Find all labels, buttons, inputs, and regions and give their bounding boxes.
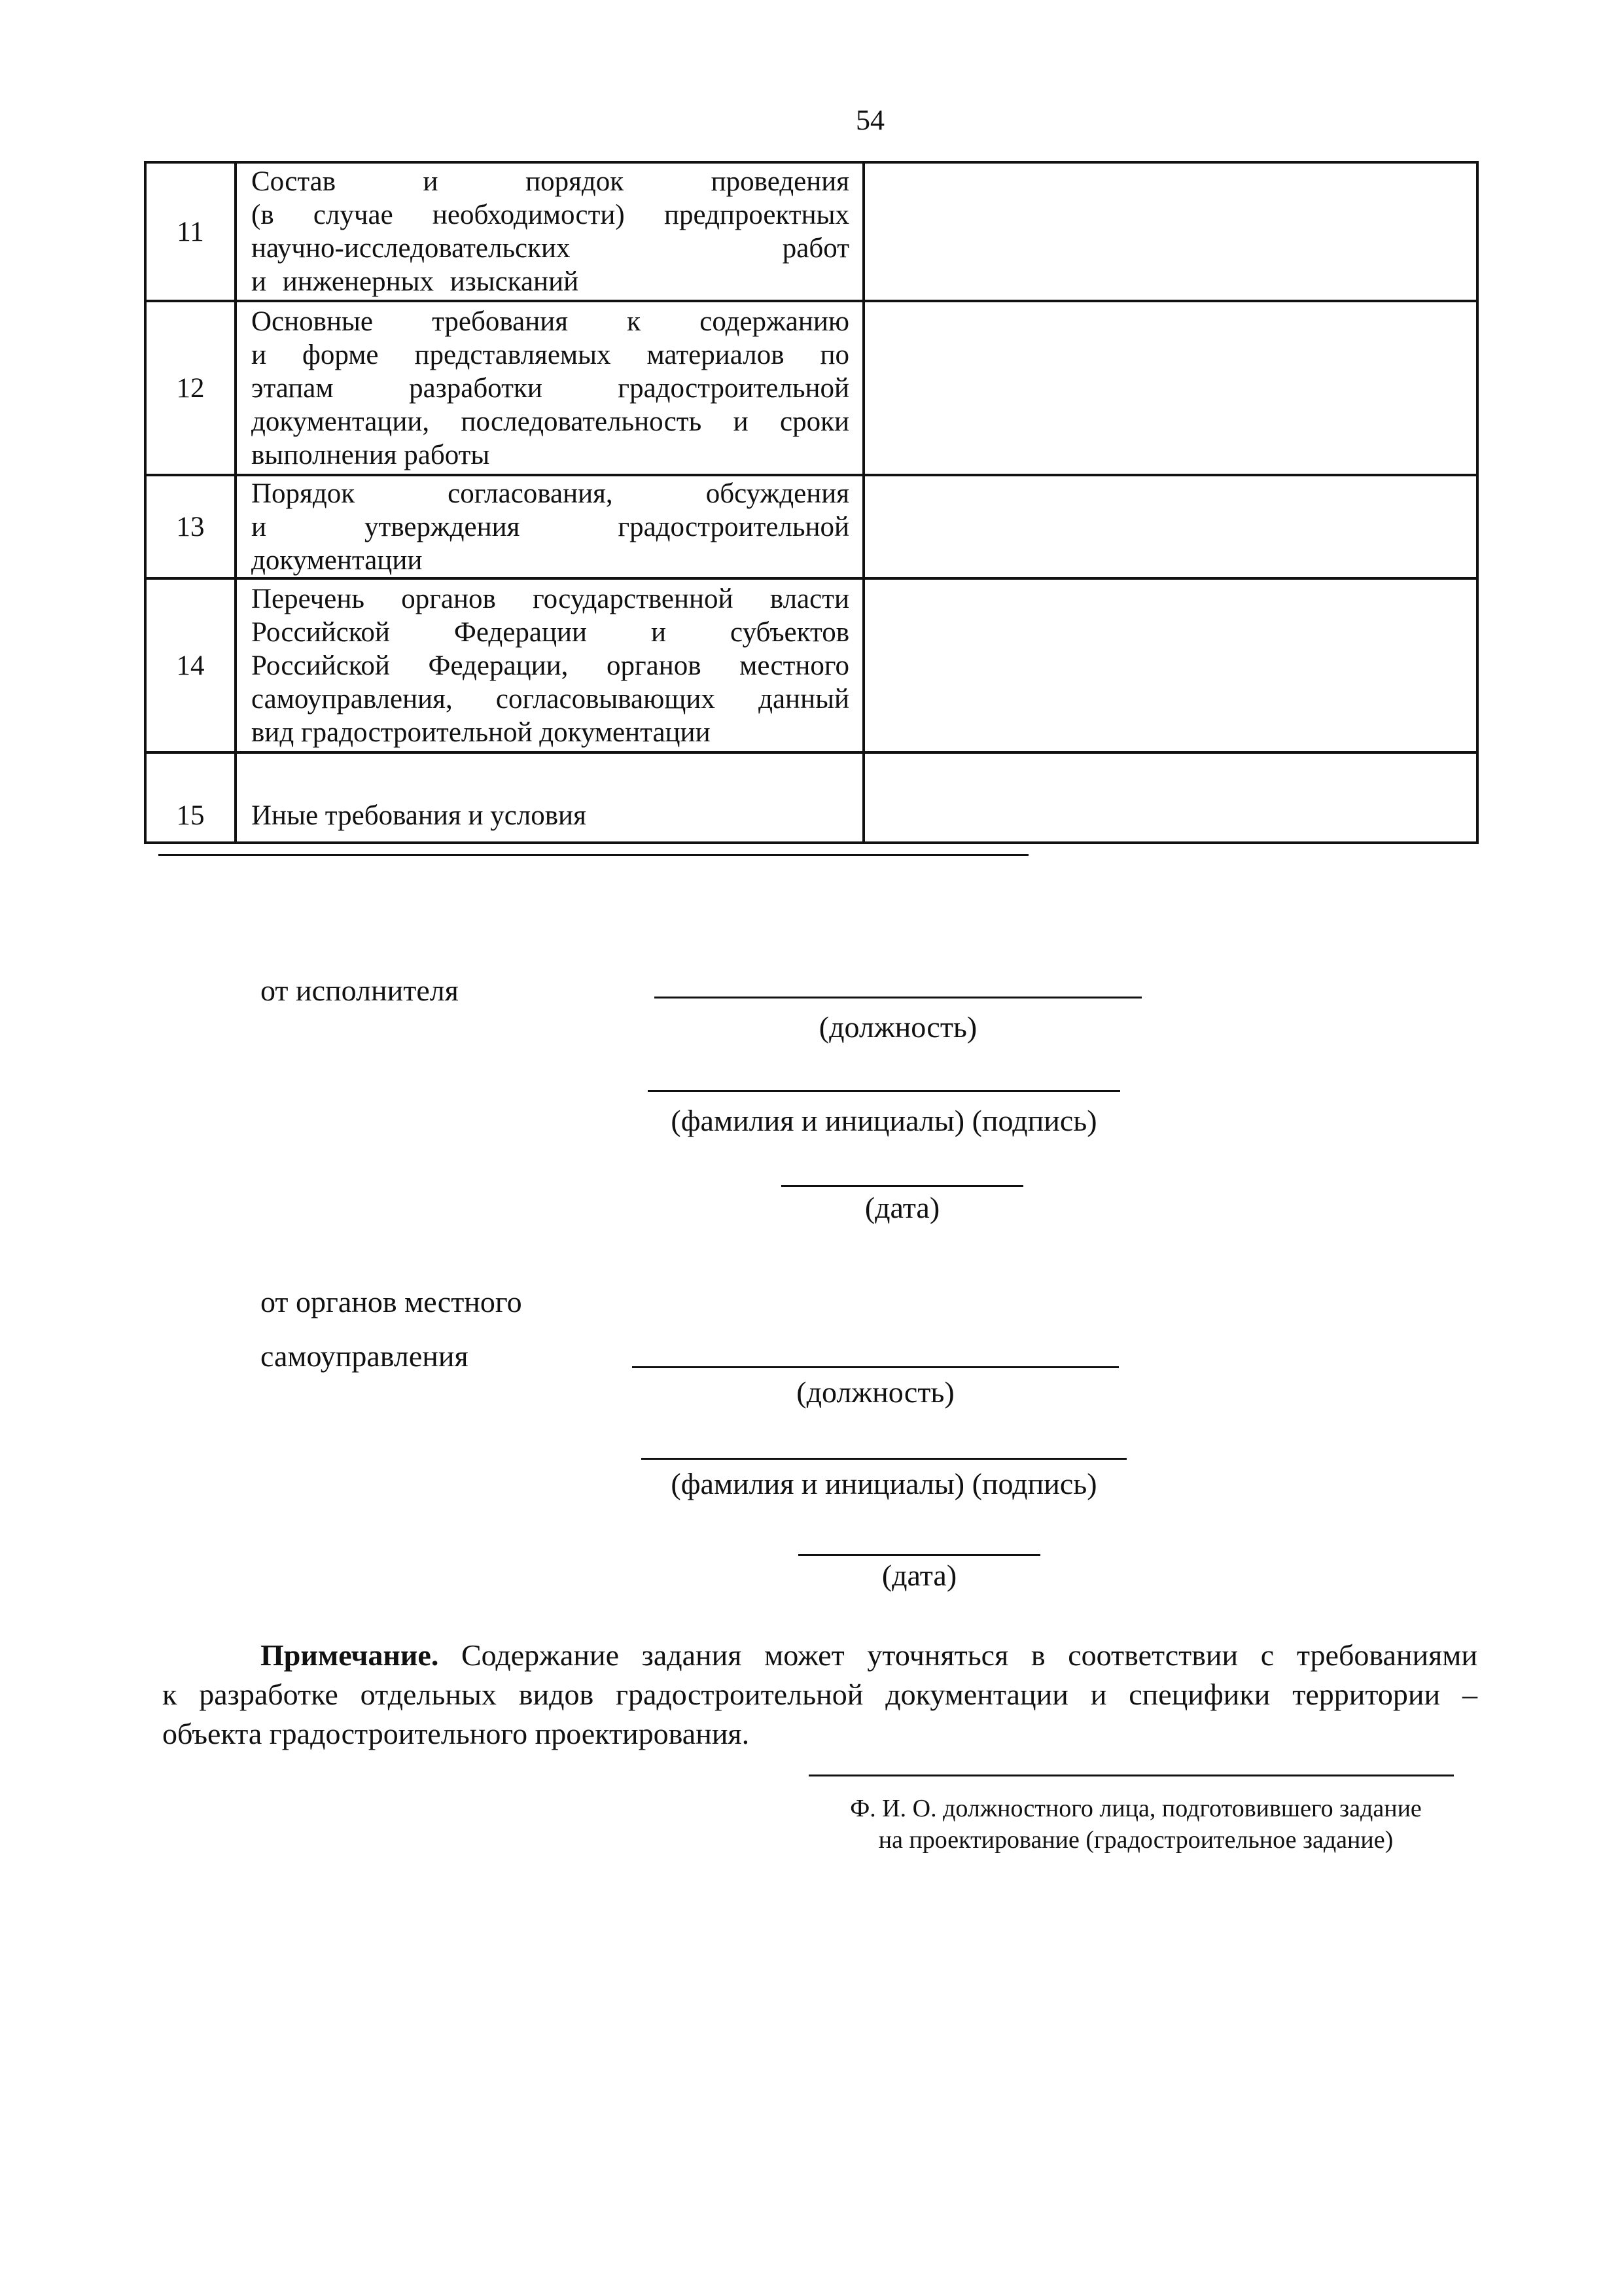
authority-label-line2: самоуправления — [260, 1339, 468, 1373]
row-number: 12 — [145, 301, 236, 475]
row-description-line: этапам разработки градостроительной — [251, 372, 849, 404]
row-description-line: документации — [251, 544, 423, 576]
row-number: 13 — [145, 475, 236, 578]
table-row — [145, 301, 1477, 475]
row-number: 11 — [145, 162, 236, 301]
row-value-cell — [864, 578, 1477, 752]
executor-label: от исполнителя — [260, 974, 459, 1007]
note-line — [162, 1636, 1477, 1675]
row-description-line: выполнения работы — [251, 439, 490, 470]
executor-name-caption: (фамилия и инициалы) (подпись) — [671, 1104, 1097, 1137]
note-line: к разработке отдельных видов градостроительной документации и специфики территории – — [162, 1678, 1477, 1711]
row-value-cell — [864, 162, 1477, 301]
row-description — [236, 475, 864, 578]
row-description-line: документации, последовательность и сроки — [251, 406, 849, 437]
note-line: объекта градостроительного проектирования. — [162, 1717, 750, 1750]
note-paragraph — [162, 1636, 1477, 1754]
row-description-line: вид градостроительной документации — [251, 716, 711, 748]
row-description — [236, 578, 864, 752]
row-value-cell — [864, 475, 1477, 578]
executor-name-line — [648, 1090, 1120, 1092]
row-description — [236, 752, 864, 843]
row-description-line: и инженерных изысканий — [251, 266, 579, 297]
executor-date-caption: (дата) — [864, 1191, 940, 1224]
row-description — [236, 162, 864, 301]
row-description-line: самоуправления, согласовывающих данный — [251, 683, 849, 715]
requirements-table — [144, 161, 1479, 844]
row-number: 15 — [145, 752, 236, 843]
authority-position-line — [632, 1366, 1119, 1368]
row-description-line: Российской Федерации, органов местного — [251, 650, 849, 681]
table-row — [145, 752, 1477, 843]
executor-date-line — [781, 1185, 1023, 1187]
authority-name-line — [641, 1458, 1127, 1460]
row-description-line: и утверждения градостроительной — [251, 511, 849, 542]
row-description-line: Основные требования к содержанию — [251, 306, 849, 337]
authority-date-caption: (дата) — [881, 1559, 957, 1592]
note-heading: Примечание. — [260, 1638, 439, 1672]
authority-position-caption: (должность) — [796, 1375, 955, 1409]
row-description-line: Иные требования и условия — [251, 800, 586, 831]
row-value-cell — [864, 301, 1477, 475]
row-description-line: Порядок согласования, обсуждения — [251, 478, 849, 509]
authority-label-line1: от органов местного — [260, 1285, 522, 1318]
authority-date-line — [798, 1554, 1040, 1556]
row-description-line: научно-исследовательских работ — [251, 233, 849, 264]
table-end-rule — [158, 854, 1029, 856]
signer-line — [809, 1775, 1454, 1776]
signer-caption-line: Ф. И. О. должностного лица, подготовившего задание — [850, 1795, 1422, 1822]
signer-caption-line: на проектирование (градостроительное задание) — [878, 1826, 1394, 1854]
row-description-line: Российской Федерации и субъектов — [251, 616, 849, 648]
table-row — [145, 162, 1477, 301]
row-value-cell — [864, 752, 1477, 843]
executor-position-line — [654, 997, 1142, 998]
row-description-line: и форме представляемых материалов по — [251, 339, 849, 370]
row-description-line: Перечень органов государственной власти — [251, 583, 849, 614]
executor-position-caption: (должность) — [819, 1010, 978, 1044]
row-number: 14 — [145, 578, 236, 752]
signer-caption — [809, 1793, 1463, 1856]
authority-name-caption: (фамилия и инициалы) (подпись) — [671, 1467, 1097, 1500]
table-row — [145, 475, 1477, 578]
row-description-line: Состав и порядок проведения — [251, 166, 849, 197]
row-description-line: (в случае необходимости) предпроектных — [251, 200, 849, 230]
page-number: 54 — [856, 104, 885, 136]
table-row — [145, 578, 1477, 752]
row-description — [236, 301, 864, 475]
note-text: Содержание задания может уточняться в соответствии с требованиями — [461, 1638, 1477, 1672]
